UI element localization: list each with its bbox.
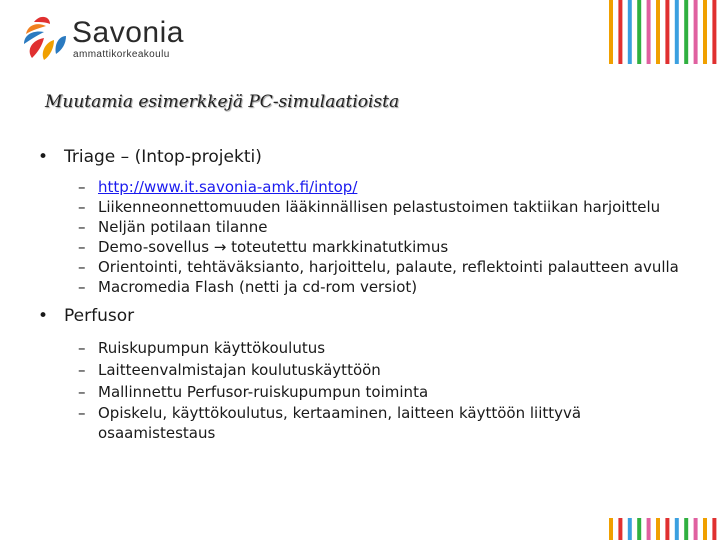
- stripe: [618, 0, 622, 64]
- stripe: [694, 518, 698, 540]
- stripe: [637, 0, 641, 64]
- stripe: [675, 0, 679, 64]
- list-item-text: Demo-sovellus → toteutettu markkinatutkimus: [98, 238, 449, 256]
- section-heading: [38, 146, 698, 168]
- stripe: [656, 0, 660, 64]
- decorative-stripes-top: [605, 0, 720, 64]
- decorative-stripes-bottom: [605, 518, 720, 540]
- list-item-text: Liikenneonnettomuuden lääkinnällisen pelastustoimen taktiikan harjoittelu: [98, 198, 661, 216]
- dash: –: [78, 178, 86, 196]
- section-heading: [38, 305, 698, 327]
- stripe: [694, 0, 698, 64]
- dash: –: [78, 404, 86, 422]
- stripe: [628, 518, 632, 540]
- list-item-text: Macromedia Flash (netti ja cd-rom versiot): [98, 278, 418, 296]
- slide-title: Muutamia esimerkkejä PC-simulaatioista: [45, 92, 400, 112]
- list-item-text: Orientointi, tehtäväksianto, harjoittelu, palaute, reflektointi palautteen avulla: [98, 258, 679, 276]
- list-item: [38, 359, 698, 381]
- stripe: [609, 518, 613, 540]
- section-heading-text: Perfusor: [64, 306, 135, 326]
- bullet: •: [38, 147, 49, 167]
- stripe: [703, 518, 707, 540]
- stripe: [684, 518, 688, 540]
- dash: –: [78, 258, 86, 276]
- list-item-text: Mallinnettu Perfusor-ruiskupumpun toiminta: [98, 383, 429, 401]
- stripe: [665, 0, 669, 64]
- stripe: [628, 0, 632, 64]
- list-item: [38, 381, 698, 403]
- list-item: [38, 277, 698, 297]
- stripe: [618, 518, 622, 540]
- dash: –: [78, 339, 86, 357]
- list-item: [38, 197, 698, 217]
- dash: –: [78, 238, 86, 256]
- list-item: [38, 403, 698, 443]
- stripe: [712, 0, 716, 64]
- section-heading-text: Triage – (Intop-projekti): [64, 147, 262, 167]
- stripe: [675, 518, 679, 540]
- stripe: [684, 0, 688, 64]
- list-item: [38, 177, 698, 197]
- list-item-text: Opiskelu, käyttökoulutus, kertaaminen, laitteen käyttöön liittyvä osaamistestaus: [98, 404, 582, 442]
- stripe: [637, 518, 641, 540]
- savonia-logo-icon: [20, 14, 76, 64]
- dash: –: [78, 198, 86, 216]
- stripe: [703, 0, 707, 64]
- dash: –: [78, 361, 86, 379]
- bullet: •: [38, 306, 49, 326]
- list-item: [38, 337, 698, 359]
- list-item-text: Neljän potilaan tilanne: [98, 218, 268, 236]
- dash: –: [78, 278, 86, 296]
- list-item: [38, 237, 698, 257]
- stripe: [647, 518, 651, 540]
- dash: –: [78, 218, 86, 236]
- intop-link[interactable]: http://www.it.savonia-amk.fi/intop/: [98, 178, 358, 196]
- slide-content: [38, 146, 698, 443]
- stripe: [609, 0, 613, 64]
- list-item-text: Ruiskupumpun käyttökoulutus: [98, 339, 326, 357]
- list-item-text: Laitteenvalmistajan koulutuskäyttöön: [98, 361, 381, 379]
- stripe: [712, 518, 716, 540]
- list-item: [38, 217, 698, 237]
- list-item: [38, 257, 698, 277]
- stripe: [665, 518, 669, 540]
- dash: –: [78, 383, 86, 401]
- stripe: [656, 518, 660, 540]
- stripe: [647, 0, 651, 64]
- logo-subtitle: ammattikorkeakoulu: [73, 49, 170, 60]
- logo-name: Savonia: [72, 16, 184, 49]
